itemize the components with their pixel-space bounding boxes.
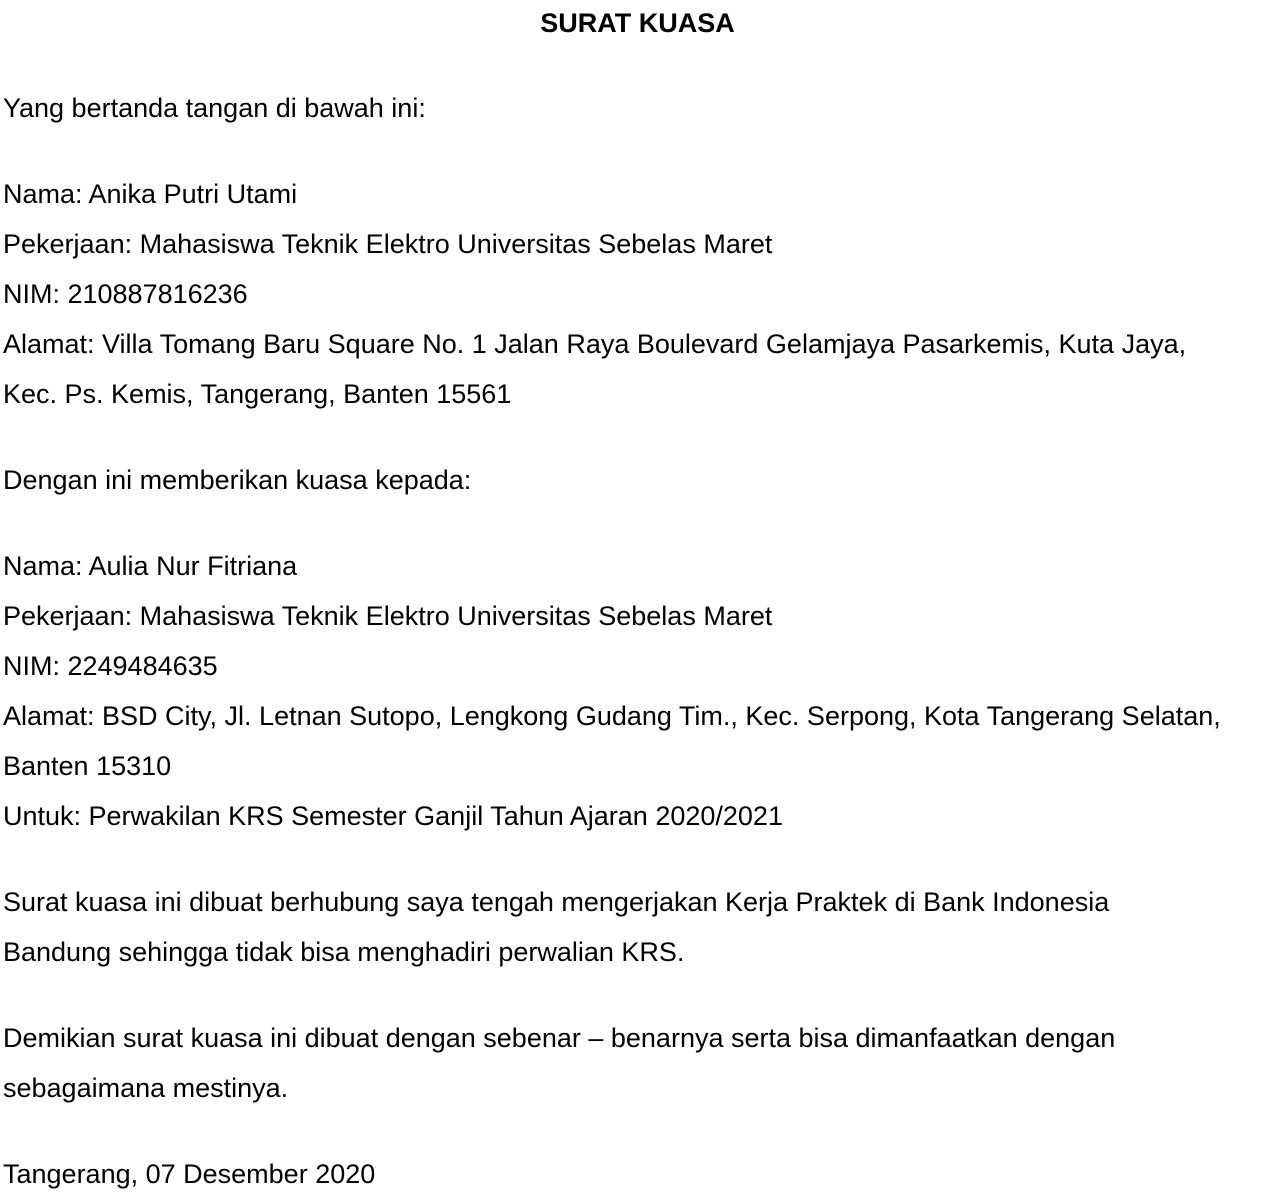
spacer <box>3 40 1272 83</box>
reason-line-2: Bandung sehingga tidak bisa menghadiri perwalian KRS. <box>3 937 685 967</box>
spacer <box>3 977 1272 1013</box>
reason-line-1: Surat kuasa ini dibuat berhubung saya tengah mengerjakan Kerja Praktek di Bank Indonesia <box>3 887 1110 917</box>
grantee-address-line2: Banten 15310 <box>3 751 172 781</box>
letter-title: SURAT KUASA <box>540 8 735 38</box>
grantor-address-line1: Alamat: Villa Tomang Baru Square No. 1 Jalan Raya Boulevard Gelamjaya Pasarkemis, Kuta Jaya, <box>3 329 1187 359</box>
grantee-purpose: Untuk: Perwakilan KRS Semester Ganjil Tahun Ajaran 2020/2021 <box>3 801 783 831</box>
closing-line-1: Demikian surat kuasa ini dibuat dengan sebenar – benarnya serta bisa dimanfaatkan dengan <box>3 1023 1116 1053</box>
spacer <box>3 1113 1272 1149</box>
reason-paragraph <box>3 877 1272 977</box>
grantee-address-line1: Alamat: BSD City, Jl. Letnan Sutopo, Lengkong Gudang Tim., Kec. Serpong, Kota Tangerang Selatan, <box>3 701 1221 731</box>
grantee-name: Nama: Aulia Nur Fitriana <box>3 551 298 581</box>
spacer <box>3 419 1272 455</box>
intro-text: Yang bertanda tangan di bawah ini: <box>3 93 426 123</box>
grantor-details <box>3 169 1272 419</box>
place-date-paragraph <box>3 1149 1272 1199</box>
grantee-occupation: Pekerjaan: Mahasiswa Teknik Elektro Universitas Sebelas Maret <box>3 601 773 631</box>
grantee-nim: NIM: 2249484635 <box>3 651 218 681</box>
spacer <box>3 841 1272 877</box>
place-date: Tangerang, 07 Desember 2020 <box>3 1159 376 1189</box>
spacer <box>3 133 1272 169</box>
grantor-nim: NIM: 210887816236 <box>3 279 248 309</box>
closing-paragraph <box>3 1013 1272 1113</box>
grantor-address-line2: Kec. Ps. Kemis, Tangerang, Banten 15561 <box>3 379 512 409</box>
intro-paragraph <box>3 83 1272 133</box>
grantor-occupation: Pekerjaan: Mahasiswa Teknik Elektro Universitas Sebelas Maret <box>3 229 773 259</box>
grant-statement-text: Dengan ini memberikan kuasa kepada: <box>3 465 472 495</box>
grantee-details <box>3 541 1272 841</box>
grantor-name: Nama: Anika Putri Utami <box>3 179 298 209</box>
grant-statement-paragraph <box>3 455 1272 505</box>
spacer <box>3 505 1272 541</box>
closing-line-2: sebagaimana mestinya. <box>3 1073 289 1103</box>
